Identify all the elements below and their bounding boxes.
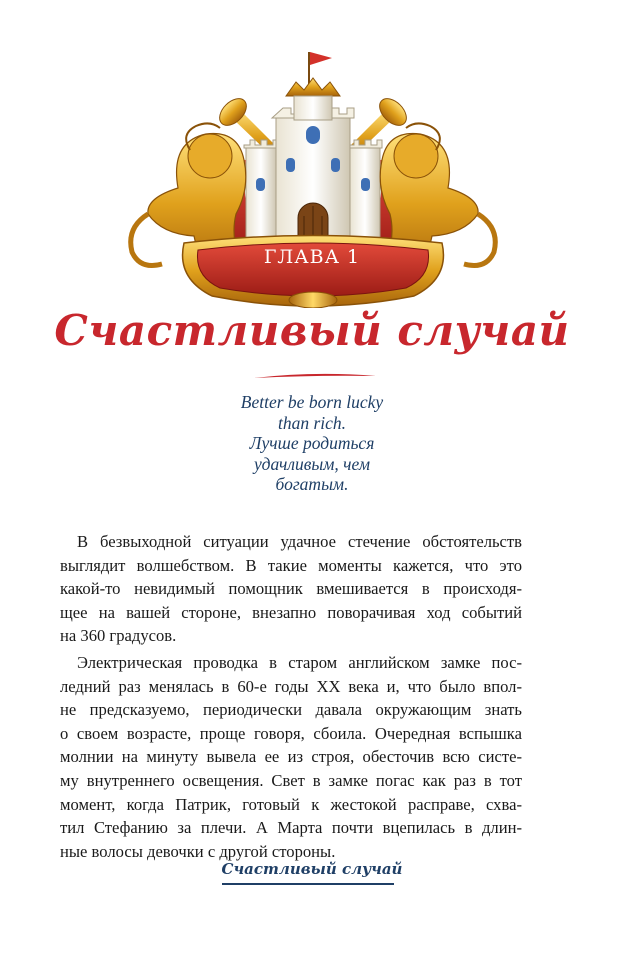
epigraph-line: than rich. <box>277 412 347 433</box>
epigraph-line: Better be born lucky <box>240 392 384 412</box>
text-line: тил Стефанию за плечи. А Марта почти вцепилась в длин- <box>60 818 522 838</box>
text-line: выглядит волшебством. В такие моменты кажется, что это <box>60 555 522 575</box>
text-line: какой-то невидимый помощник вмешивается в происходя- <box>60 579 522 599</box>
text-line: ные волосы девочки с другой стороны. <box>60 841 336 861</box>
paragraph-1 <box>60 530 522 648</box>
epigraph-line: богатым. <box>275 474 349 494</box>
footer-underline <box>222 883 394 885</box>
epigraph-line: Лучше родиться <box>249 433 375 453</box>
text-line: ледний раз менялась в 60-е годы XX века и, что было впол- <box>60 676 522 696</box>
paragraph-2 <box>60 651 522 863</box>
epigraph-line: удачливым, чем <box>253 453 371 474</box>
text-line: В безвыходной ситуации удачное стечение обстоятельств <box>77 532 522 551</box>
text-line: Электрическая проводка в старом английском замке пос- <box>77 653 522 672</box>
title-underline <box>252 372 378 380</box>
text-line: щее на вашей стороне, внезапно поворачивая ход событий <box>60 602 522 622</box>
chapter-label: ГЛАВА 1 <box>263 246 361 268</box>
chapter-title: Счастливый случай <box>54 306 570 355</box>
running-footer-title: Счастливый случай <box>221 860 403 878</box>
epigraph <box>0 392 624 495</box>
text-line: му внутреннего освещения. Свет в замке погас как раз в тот <box>60 770 522 790</box>
text-line: на 360 градусов. <box>60 626 177 646</box>
text-line: о своем возрасте, проще говоря, сбоила. Очередная вспышка <box>60 723 522 743</box>
text-line: молнии на минуту вывела ее из строя, обесточив всю систе- <box>60 747 522 767</box>
text-line: не предсказуемо, периодически давала окружающим знать <box>60 700 522 720</box>
text-line: момент, когда Патрик, готовый к жестокой расправе, схва- <box>60 794 522 814</box>
